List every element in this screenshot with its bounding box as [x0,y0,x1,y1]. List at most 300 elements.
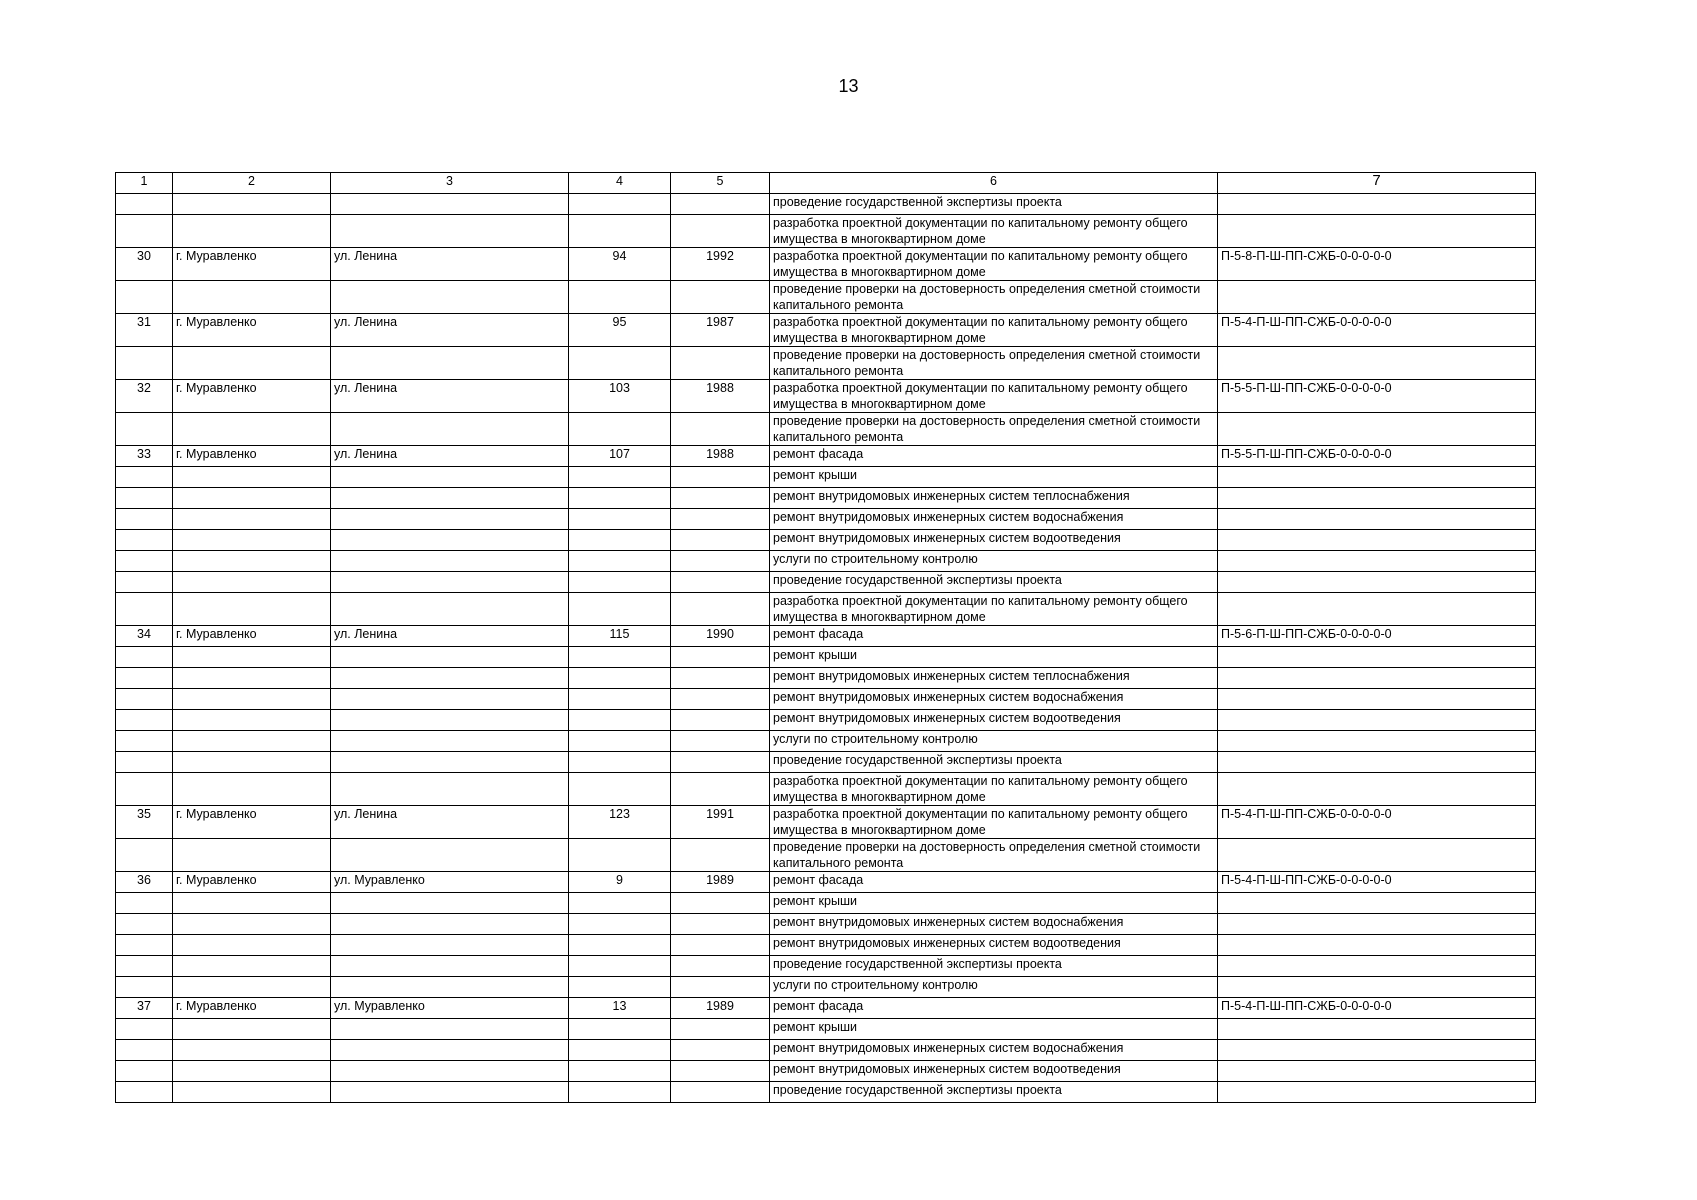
cell-work-type: разработка проектной документации по капитальному ремонту общего имущества в многоквартирном доме [770,215,1218,248]
cell-year: 1988 [671,380,770,413]
cell-city [173,530,331,551]
cell-work-type: ремонт внутридомовых инженерных систем теплоснабжения [770,488,1218,509]
cell-house-code [1218,488,1536,509]
table-row [116,668,1536,689]
cell-city: г. Муравленко [173,380,331,413]
cell-year [671,1040,770,1061]
table-row [116,551,1536,572]
page-number: 13 [838,76,859,96]
cell-work-type: ремонт крыши [770,893,1218,914]
cell-city [173,1019,331,1040]
table-row [116,977,1536,998]
cell-house [569,977,671,998]
cell-street [331,839,569,872]
cell-city [173,914,331,935]
cell-street [331,413,569,446]
cell-city [173,647,331,668]
cell-street [331,467,569,488]
table-row [116,893,1536,914]
cell-year [671,914,770,935]
cell-year [671,488,770,509]
cell-work-type: разработка проектной документации по капитальному ремонту общего имущества в многоквартирном доме [770,248,1218,281]
cell-house-code [1218,893,1536,914]
cell-city [173,689,331,710]
cell-city [173,668,331,689]
table-row [116,509,1536,530]
cell-work-type: услуги по строительному контролю [770,977,1218,998]
cell-number [116,467,173,488]
table-row [116,806,1536,839]
cell-year [671,710,770,731]
cell-house-code [1218,1019,1536,1040]
cell-city: г. Муравленко [173,248,331,281]
header-cell: 6 [770,173,1218,194]
cell-work-type: ремонт фасада [770,998,1218,1019]
header-cell: 3 [331,173,569,194]
cell-house-code: П-5-4-П-Ш-ПП-СЖБ-0-0-0-0-0 [1218,998,1536,1019]
cell-house [569,914,671,935]
cell-year [671,572,770,593]
cell-house-code [1218,710,1536,731]
table-row [116,773,1536,806]
cell-city: г. Муравленко [173,872,331,893]
cell-city: г. Муравленко [173,446,331,467]
table-row [116,1061,1536,1082]
table-row [116,572,1536,593]
cell-house [569,668,671,689]
cell-house [569,710,671,731]
cell-house [569,194,671,215]
cell-city [173,467,331,488]
cell-work-type: ремонт фасада [770,446,1218,467]
table-row [116,194,1536,215]
cell-street [331,956,569,977]
cell-house-code [1218,1082,1536,1103]
cell-house-code [1218,935,1536,956]
header-row [116,173,1536,194]
cell-number [116,281,173,314]
cell-street [331,1019,569,1040]
cell-year [671,977,770,998]
cell-year: 1989 [671,998,770,1019]
cell-work-type: проведение проверки на достоверность определения сметной стоимости капитального ремонта [770,413,1218,446]
table-row [116,956,1536,977]
cell-work-type: ремонт внутридомовых инженерных систем водоотведения [770,710,1218,731]
cell-house [569,1040,671,1061]
cell-house: 9 [569,872,671,893]
cell-house-code [1218,914,1536,935]
cell-street [331,773,569,806]
cell-house-code [1218,977,1536,998]
cell-work-type: проведение государственной экспертизы проекта [770,572,1218,593]
table-row [116,281,1536,314]
cell-house-code [1218,194,1536,215]
cell-number [116,1019,173,1040]
cell-street [331,572,569,593]
cell-house-code [1218,752,1536,773]
cell-number [116,1061,173,1082]
cell-street [331,914,569,935]
cell-city [173,1061,331,1082]
cell-number [116,593,173,626]
cell-number [116,893,173,914]
cell-year: 1991 [671,806,770,839]
cell-street [331,893,569,914]
cell-city [173,710,331,731]
cell-street [331,1082,569,1103]
cell-number [116,710,173,731]
cell-work-type: разработка проектной документации по капитальному ремонту общего имущества в многоквартирном доме [770,593,1218,626]
cell-work-type: разработка проектной документации по капитальному ремонту общего имущества в многоквартирном доме [770,773,1218,806]
cell-work-type: ремонт внутридомовых инженерных систем водоотведения [770,530,1218,551]
cell-street [331,215,569,248]
cell-house-code: П-5-4-П-Ш-ПП-СЖБ-0-0-0-0-0 [1218,872,1536,893]
table-row [116,1040,1536,1061]
cell-city [173,977,331,998]
cell-city [173,731,331,752]
cell-house [569,893,671,914]
cell-house [569,689,671,710]
cell-street [331,281,569,314]
cell-work-type: услуги по строительному контролю [770,731,1218,752]
header-cell: 4 [569,173,671,194]
cell-year [671,551,770,572]
cell-house-code [1218,347,1536,380]
cell-house [569,413,671,446]
cell-city [173,347,331,380]
cell-work-type: ремонт фасада [770,626,1218,647]
cell-house [569,935,671,956]
cell-house [569,551,671,572]
header-cell: 5 [671,173,770,194]
cell-work-type: ремонт внутридомовых инженерных систем водоотведения [770,935,1218,956]
cell-house-code [1218,467,1536,488]
cell-number [116,551,173,572]
cell-house-code [1218,1061,1536,1082]
cell-city [173,551,331,572]
cell-street [331,530,569,551]
table-row [116,488,1536,509]
cell-street [331,689,569,710]
table-row [116,248,1536,281]
cell-number [116,509,173,530]
table-row [116,593,1536,626]
cell-house-code [1218,509,1536,530]
cell-house-code [1218,593,1536,626]
cell-work-type: ремонт крыши [770,1019,1218,1040]
table-row [116,380,1536,413]
cell-house [569,347,671,380]
cell-house-code [1218,281,1536,314]
cell-year [671,194,770,215]
cell-house [569,530,671,551]
cell-street [331,710,569,731]
cell-street: ул. Ленина [331,314,569,347]
cell-number [116,914,173,935]
cell-street [331,752,569,773]
cell-city: г. Муравленко [173,314,331,347]
cell-work-type: проведение государственной экспертизы проекта [770,752,1218,773]
cell-street [331,509,569,530]
cell-house [569,281,671,314]
cell-house-code [1218,956,1536,977]
cell-city [173,572,331,593]
cell-street [331,593,569,626]
cell-number [116,488,173,509]
cell-number [116,194,173,215]
cell-number [116,668,173,689]
cell-number [116,689,173,710]
cell-house-code [1218,413,1536,446]
cell-number [116,347,173,380]
cell-number [116,839,173,872]
cell-year [671,647,770,668]
cell-street [331,977,569,998]
cell-year [671,593,770,626]
cell-house: 115 [569,626,671,647]
cell-work-type: ремонт внутридомовых инженерных систем водоснабжения [770,914,1218,935]
cell-number: 33 [116,446,173,467]
table-row [116,467,1536,488]
cell-city: г. Муравленко [173,626,331,647]
cell-number: 32 [116,380,173,413]
table-row [116,914,1536,935]
cell-year [671,215,770,248]
cell-number: 34 [116,626,173,647]
cell-house [569,509,671,530]
cell-street [331,347,569,380]
cell-house [569,215,671,248]
cell-year [671,1019,770,1040]
cell-number [116,1082,173,1103]
cell-work-type: проведение проверки на достоверность определения сметной стоимости капитального ремонта [770,347,1218,380]
cell-city: г. Муравленко [173,998,331,1019]
cell-year [671,689,770,710]
cell-work-type: ремонт крыши [770,467,1218,488]
table-row [116,1082,1536,1103]
cell-street [331,488,569,509]
cell-work-type: разработка проектной документации по капитальному ремонту общего имущества в многоквартирном доме [770,380,1218,413]
cell-number [116,752,173,773]
cell-house-code [1218,215,1536,248]
cell-year [671,935,770,956]
cell-house-code [1218,773,1536,806]
table-row [116,446,1536,467]
cell-work-type: ремонт внутридомовых инженерных систем водоотведения [770,1061,1218,1082]
table-row [116,314,1536,347]
cell-city [173,281,331,314]
cell-house-code [1218,668,1536,689]
cell-number [116,935,173,956]
table-row [116,689,1536,710]
cell-city: г. Муравленко [173,806,331,839]
cell-year [671,1061,770,1082]
cell-city [173,935,331,956]
cell-house-code: П-5-4-П-Ш-ПП-СЖБ-0-0-0-0-0 [1218,806,1536,839]
cell-year: 1992 [671,248,770,281]
cell-street [331,731,569,752]
cell-year: 1987 [671,314,770,347]
cell-number [116,647,173,668]
cell-city [173,488,331,509]
header-cell: 2 [173,173,331,194]
cell-city [173,413,331,446]
cell-city [173,752,331,773]
cell-house-code [1218,689,1536,710]
cell-house [569,839,671,872]
cell-house-code: П-5-5-П-Ш-ПП-СЖБ-0-0-0-0-0 [1218,446,1536,467]
cell-city [173,593,331,626]
table-row [116,1019,1536,1040]
header-cell: 7 [1218,173,1536,194]
cell-work-type: ремонт внутридомовых инженерных систем водоснабжения [770,509,1218,530]
cell-work-type: проведение государственной экспертизы проекта [770,194,1218,215]
cell-work-type: проведение государственной экспертизы проекта [770,1082,1218,1103]
cell-year [671,413,770,446]
cell-house [569,1019,671,1040]
cell-year [671,839,770,872]
cell-house [569,1061,671,1082]
cell-number [116,956,173,977]
table-row [116,647,1536,668]
cell-year [671,1082,770,1103]
cell-house [569,467,671,488]
cell-street [331,551,569,572]
cell-work-type: разработка проектной документации по капитальному ремонту общего имущества в многоквартирном доме [770,314,1218,347]
cell-city [173,1040,331,1061]
table-row [116,752,1536,773]
cell-street [331,1040,569,1061]
table-body [116,194,1536,1103]
cell-year [671,752,770,773]
table-row [116,413,1536,446]
table-row [116,998,1536,1019]
cell-house-code [1218,1040,1536,1061]
cell-number: 30 [116,248,173,281]
table-row [116,530,1536,551]
cell-work-type: услуги по строительному контролю [770,551,1218,572]
cell-house-code: П-5-8-П-Ш-ПП-СЖБ-0-0-0-0-0 [1218,248,1536,281]
cell-number [116,572,173,593]
cell-work-type: ремонт крыши [770,647,1218,668]
cell-house: 13 [569,998,671,1019]
table-row [116,839,1536,872]
cell-year [671,347,770,380]
cell-house: 103 [569,380,671,413]
cell-house: 94 [569,248,671,281]
table-row [116,731,1536,752]
cell-year [671,773,770,806]
cell-house-code: П-5-5-П-Ш-ПП-СЖБ-0-0-0-0-0 [1218,380,1536,413]
cell-year: 1989 [671,872,770,893]
cell-work-type: проведение проверки на достоверность определения сметной стоимости капитального ремонта [770,281,1218,314]
cell-city [173,1082,331,1103]
cell-number [116,977,173,998]
cell-street [331,1061,569,1082]
cell-house [569,572,671,593]
cell-house-code: П-5-6-П-Ш-ПП-СЖБ-0-0-0-0-0 [1218,626,1536,647]
cell-street: ул. Муравленко [331,872,569,893]
cell-work-type: ремонт внутридомовых инженерных систем водоснабжения [770,1040,1218,1061]
cell-year [671,956,770,977]
cell-work-type: ремонт внутридомовых инженерных систем водоснабжения [770,689,1218,710]
cell-house [569,593,671,626]
cell-number [116,215,173,248]
table-row [116,935,1536,956]
cell-year: 1988 [671,446,770,467]
cell-work-type: проведение государственной экспертизы проекта [770,956,1218,977]
cell-number: 36 [116,872,173,893]
cell-house-code [1218,647,1536,668]
cell-street: ул. Ленина [331,446,569,467]
cell-house [569,956,671,977]
cell-number [116,1040,173,1061]
cell-city [173,893,331,914]
cell-house [569,752,671,773]
cell-year [671,893,770,914]
cell-house: 107 [569,446,671,467]
cell-street [331,935,569,956]
cell-work-type: ремонт внутридомовых инженерных систем теплоснабжения [770,668,1218,689]
cell-house-code [1218,530,1536,551]
cell-house-code [1218,839,1536,872]
cell-city [173,773,331,806]
cell-year: 1990 [671,626,770,647]
cell-city [173,839,331,872]
cell-number: 31 [116,314,173,347]
cell-year [671,668,770,689]
cell-work-type: ремонт фасада [770,872,1218,893]
cell-year [671,731,770,752]
cell-number [116,413,173,446]
cell-city [173,194,331,215]
cell-house [569,488,671,509]
cell-street [331,647,569,668]
cell-street: ул. Ленина [331,806,569,839]
cell-work-type: разработка проектной документации по капитальному ремонту общего имущества в многоквартирном доме [770,806,1218,839]
cell-street: ул. Муравленко [331,998,569,1019]
cell-work-type: проведение проверки на достоверность определения сметной стоимости капитального ремонта [770,839,1218,872]
table-row [116,626,1536,647]
cell-year [671,281,770,314]
cell-number: 37 [116,998,173,1019]
table-row [116,347,1536,380]
cell-house [569,1082,671,1103]
cell-number [116,731,173,752]
table-row [116,710,1536,731]
cell-number [116,530,173,551]
cell-city [173,215,331,248]
table-row [116,215,1536,248]
cell-street: ул. Ленина [331,626,569,647]
cell-street: ул. Ленина [331,248,569,281]
cell-house: 123 [569,806,671,839]
cell-number [116,773,173,806]
cell-house-code [1218,731,1536,752]
cell-house [569,731,671,752]
cell-year [671,467,770,488]
cell-number: 35 [116,806,173,839]
cell-street [331,668,569,689]
cell-house-code: П-5-4-П-Ш-ПП-СЖБ-0-0-0-0-0 [1218,314,1536,347]
cell-city [173,956,331,977]
capital-repair-table [115,172,1536,1103]
cell-year [671,530,770,551]
cell-house-code [1218,551,1536,572]
cell-house-code [1218,572,1536,593]
cell-year [671,509,770,530]
cell-house [569,647,671,668]
